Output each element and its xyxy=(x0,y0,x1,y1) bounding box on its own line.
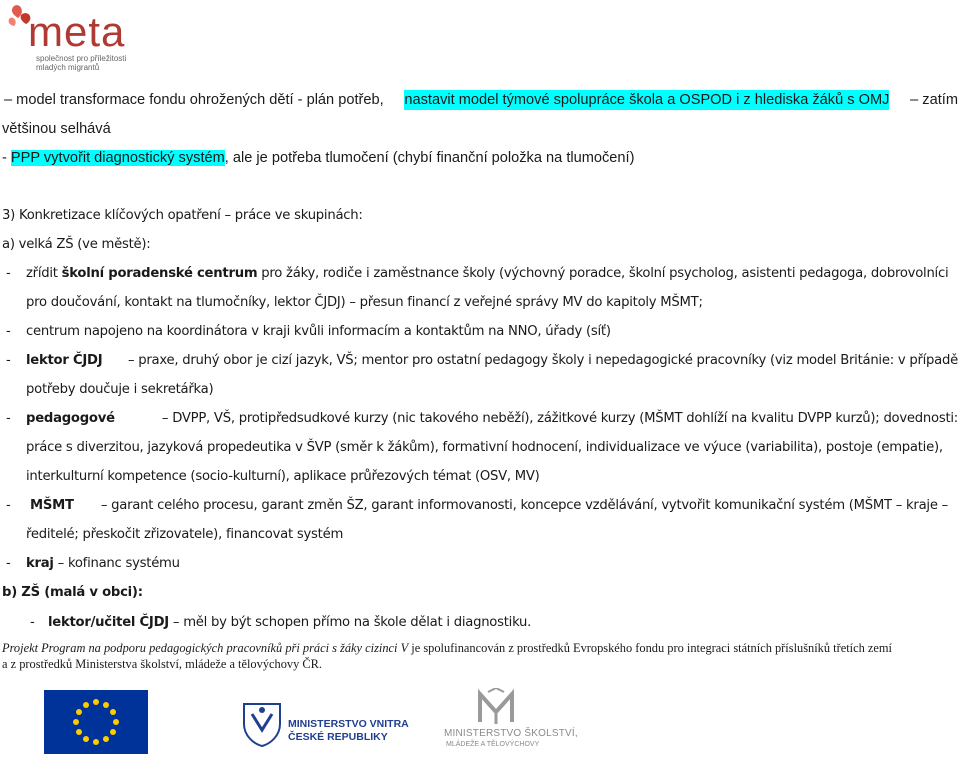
footer-line-1-rest: je spolufinancován z prostředků Evropského fondu pro integraci státních příslušníků třetích zemí xyxy=(411,641,892,655)
item-2-dash: - xyxy=(6,324,11,339)
msmt-name-2: MLÁDEŽE A TĚLOVÝCHOVY xyxy=(446,741,540,748)
b-item-1-bold: lektor/učitel ČJDJ xyxy=(48,615,169,630)
item-1-dash: - xyxy=(6,266,11,281)
item-2: centrum napojeno na koordinátora v kraji kvůli informacím a kontaktům na NNO, úřady (síť) xyxy=(26,324,611,339)
item-5-dash: - xyxy=(6,498,11,513)
mvcr-name-1: MINISTERSTVO VNITRA xyxy=(288,718,409,730)
b-item-1-rest: – měl by být schopen přímo na škole dělat i diagnostiku. xyxy=(172,615,532,630)
footer-line-2: a z prostředků Ministerstva školství, mládeže a tělovýchovy ČR. xyxy=(2,657,323,671)
meta-tagline-1: společnost pro příležitosti xyxy=(36,54,127,63)
mvcr-name-2: ČESKÉ REPUBLIKY xyxy=(288,731,388,743)
section3-heading: 3) Konkretizace klíčových opatření – práce ve skupinách: xyxy=(2,208,363,223)
eu-flag xyxy=(44,690,148,754)
top-line-3a: - xyxy=(2,150,11,166)
item-5-bold: MŠMT xyxy=(30,498,74,513)
top-line-1b: – zatím xyxy=(910,92,958,108)
item-6-rest: – kofinanc systému xyxy=(57,556,180,571)
item-4-bold: pedagogové xyxy=(26,411,115,426)
item-5 xyxy=(30,496,948,516)
mvcr-emblem-icon xyxy=(242,700,282,748)
item-6 xyxy=(26,554,180,574)
top-line-3 xyxy=(2,148,634,168)
top-line-2: většinou selhává xyxy=(2,121,111,137)
b-item-1-dash: - xyxy=(30,615,35,630)
item-4-rest: – DVPP, VŠ, protipředsudkové kurzy (nic takového neběží), zážitkové kurzy (MŠMT dohlíží na kvalitu DVPP kurzů); dovednosti: xyxy=(161,411,958,426)
item-4-dash: - xyxy=(6,411,11,426)
msmt-emblem-icon xyxy=(440,688,570,728)
eu-stars-icon xyxy=(44,690,148,754)
item-1-bold: školní poradenské centrum xyxy=(61,266,258,281)
item-3-bold: lektor ČJDJ xyxy=(26,353,103,368)
top-line-3b: , ale je potřeba tlumočení (chybí finanční položka na tlumočení) xyxy=(224,150,635,166)
item-1-a: zřídit xyxy=(26,266,58,281)
item-3 xyxy=(26,351,958,371)
section3-a-heading: a) velká ZŠ (ve městě): xyxy=(2,237,151,252)
footer-line-1 xyxy=(2,640,892,657)
top-line-3-highlight: PPP vytvořit diagnostický systém xyxy=(10,150,225,166)
b-item-1 xyxy=(48,613,531,633)
msmt-logo xyxy=(440,688,578,754)
item-3-line-2: potřeby doučuje i sekretářka) xyxy=(26,382,214,397)
footer-line-1-italic: Projekt Program na podporu pedagogických pracovníků při práci s žáky cizinci V xyxy=(2,641,409,655)
msmt-name-1: MINISTERSTVO ŠKOLSTVÍ, xyxy=(444,728,578,739)
mvcr-logo xyxy=(242,690,412,754)
item-1-c: pro žáky, rodiče i zaměstnance školy (výchovný poradce, školní psycholog, asistenti pedagoga, dobrovolníci xyxy=(261,266,949,281)
item-4 xyxy=(26,409,958,429)
meta-logo xyxy=(4,4,144,76)
section3-b-heading: b) ZŠ (malá v obci): xyxy=(2,585,143,600)
item-1-line-2: pro doučování, kontakt na tlumočníky, lektor ČJDJ) – přesun financí z veřejné správy MV do kapitoly MŠMT; xyxy=(26,295,703,310)
top-line-1-highlight: nastavit model týmové spolupráce škola a OSPOD i z hlediska žáků s OMJ xyxy=(404,92,890,108)
item-3-dash: - xyxy=(6,353,11,368)
item-4-line-2: práce s diverzitou, jazyková propedeutika v ŠVP (směr k žákům), formativní hodnocení, individualizace ve výuce (variabilita), postoje (empatie), xyxy=(26,440,943,455)
item-4-line-3: interkulturní kompetence (socio-kulturní), aplikace průřezových témat (OSV, MV) xyxy=(26,469,540,484)
item-6-bold: kraj xyxy=(26,556,54,571)
item-5-rest: – garant celého procesu, garant změn ŠZ, garant informovanosti, koncepce vzdělávání, vytvořit komunikační systém (MŠMT – kraje – xyxy=(100,498,948,513)
top-line-1 xyxy=(4,90,958,110)
meta-wordmark: meta xyxy=(28,8,126,55)
meta-tagline-2: mladých migrantů xyxy=(36,63,100,72)
item-6-dash: - xyxy=(6,556,11,571)
item-1 xyxy=(26,264,948,284)
item-5-line-2: ředitelé; přeskočit zřizovatele), financovat systém xyxy=(26,527,344,542)
top-line-1a: – model transformace fondu ohrožených dětí - plán potřeb, xyxy=(4,92,384,108)
item-3-rest: – praxe, druhý obor je cizí jazyk, VŠ; mentor pro ostatní pedagogy školy i nepedagogické pracovníky (viz model Británie: v případě xyxy=(127,353,958,368)
